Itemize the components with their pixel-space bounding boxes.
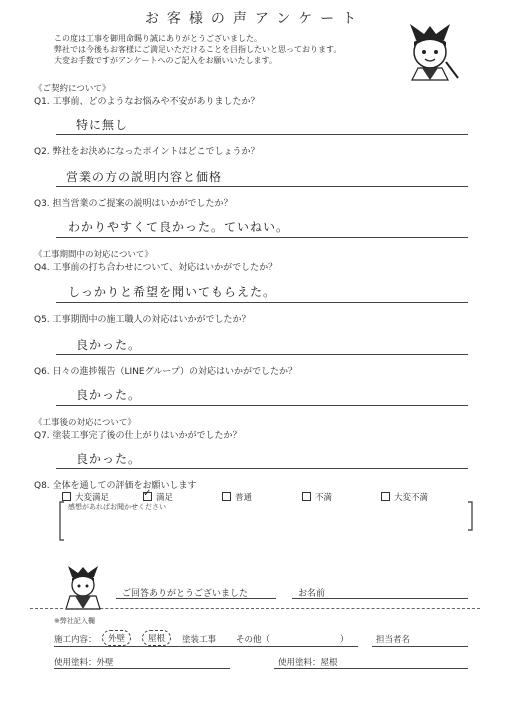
question-7-label: Q7. 塗装工事完了後の仕上がりはいかがでしたか？ (34, 431, 242, 441)
answer-2-line (56, 186, 468, 187)
office-divider (30, 608, 480, 609)
samurai-mascot-icon (58, 565, 108, 611)
question-3-label: Q3. 担当営業のご提案の説明はいかがでしたか？ (34, 199, 233, 209)
work-content-label: 施工内容： (54, 635, 97, 645)
thanks-line (116, 598, 276, 599)
paint-wall-label: 使用塗料：外壁 (54, 658, 114, 668)
answer-1[interactable]: 特に無し (76, 118, 129, 132)
question-4-label: Q4. 工事前の打ち合わせについて、対応はいかがでしたか？ (34, 263, 278, 273)
survey-title: お客様の声アンケート (144, 11, 365, 27)
answer-5-line (56, 354, 468, 355)
rating-neutral[interactable]: 普通 (222, 491, 252, 503)
question-8-label: Q8. 全体を通しての評価をお願いします (34, 481, 197, 491)
work-content-line (54, 646, 358, 647)
answer-2[interactable]: 営業の方の説明内容と価格 (66, 170, 223, 184)
answer-7-line (56, 468, 468, 469)
circled-roof: 屋根 (142, 630, 171, 646)
answer-6[interactable]: 良かった。 (76, 388, 142, 402)
answer-6-line (56, 405, 468, 406)
other-label: その他（ (236, 635, 271, 645)
paint-work-label: 塗装工事 (182, 635, 217, 645)
work-item-wall (102, 630, 131, 646)
intro-line-3: 大変お手数ですがアンケートへのご記入をお願いいたします。 (54, 56, 277, 65)
circled-wall: 外壁 (102, 630, 131, 646)
question-1-label: Q1. 工事前、どのようなお悩みや不安がありましたか？ (34, 97, 260, 107)
comment-hint: 感想があればお聞かせください (68, 503, 166, 511)
section-contract: 《ご契約について》 (34, 84, 111, 94)
rating-dissatisfied[interactable]: 不満 (302, 491, 332, 503)
check-mark-icon: ✓ (143, 488, 152, 499)
rating-satisfied[interactable]: ✓ 満足 (143, 488, 174, 503)
question-5-label: Q5. 工事期間中の施工職人の対応はいかがでしたか？ (34, 315, 251, 325)
answer-5[interactable]: 良かった。 (76, 338, 142, 352)
thanks-message: ご回答ありがとうございました (122, 589, 249, 599)
paint-wall-line[interactable] (54, 668, 230, 669)
intro-line-1: この度は工事を御用命賜り誠にありがとうございました。 (54, 34, 262, 43)
rating-very-satisfied[interactable]: 大変満足 (62, 491, 109, 503)
manager-label: 担当者名 (376, 635, 411, 645)
name-label: お名前 (298, 589, 326, 599)
rating-very-dissatisfied[interactable]: 大変不満 (381, 491, 428, 503)
answer-3[interactable]: わかりやすくて良かった。ていねい。 (68, 220, 290, 234)
answer-4[interactable]: しっかりと希望を聞いてもらえた。 (68, 285, 277, 299)
question-2-label: Q2. 弊社をお決めになったポイントはどこでしょうか？ (34, 147, 260, 157)
answer-3-line (56, 237, 468, 238)
section-during: 《工事期間中の対応について》 (34, 250, 153, 260)
answer-1-line (56, 134, 468, 135)
paint-roof-line[interactable] (274, 668, 468, 669)
section-after: 《工事後の対応について》 (34, 418, 136, 428)
samurai-mascot-icon (400, 22, 460, 84)
work-item-roof (142, 630, 171, 646)
paint-roof-label: 使用塗料：屋根 (278, 658, 338, 668)
manager-field[interactable] (372, 646, 468, 647)
office-use-note: ※弊社記入欄 (54, 617, 95, 625)
answer-7[interactable]: 良かった。 (76, 452, 142, 466)
answer-4-line (56, 302, 468, 303)
question-6-label: Q6. 日々の進捗報告（LINEグループ）の対応はいかがでしたか？ (34, 367, 297, 377)
other-close: ） (340, 635, 349, 645)
intro-line-2: 弊社では今後もお客様にご満足いただけることを目指したいと思っております。 (54, 45, 342, 54)
name-field[interactable] (292, 598, 468, 599)
